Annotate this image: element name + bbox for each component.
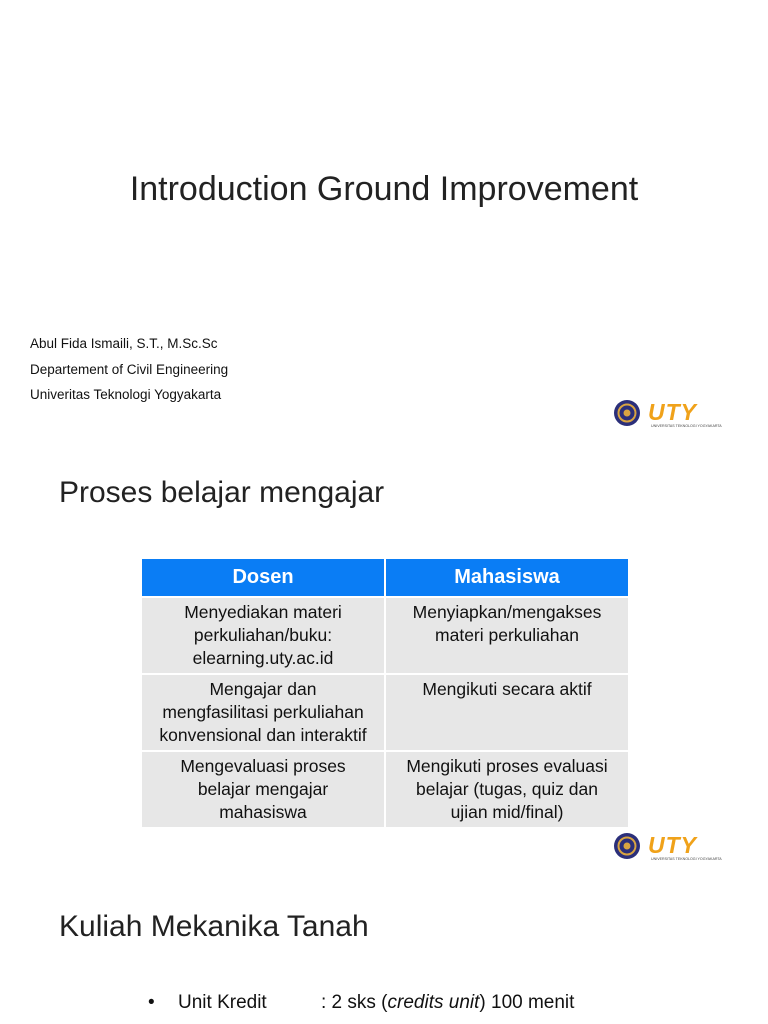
logo-text: UTY [648,399,697,425]
cell-line: ujian mid/final) [450,802,564,822]
table-row [141,751,629,828]
logo-text: UTY [648,832,697,858]
cell-line: mengfasilitasi perkuliahan [162,702,364,722]
value-italic: credits unit [387,992,480,1013]
soil-mechanics-slide [0,875,768,1024]
author-name: Abul Fida Ismaili, S.T., M.Sc.Sc [30,336,218,351]
cell-line: konvensional dan interaktif [159,725,367,745]
bullet-label: Unit Kredit [178,992,267,1013]
slide-heading: Kuliah Mekanika Tanah [59,910,369,943]
bullet-value [321,992,574,1014]
table-cell [385,674,629,751]
uty-logo [612,398,757,430]
teaching-process-slide [0,445,768,875]
cell-line: mahasiswa [219,802,307,822]
cell-line: materi perkuliahan [435,625,579,645]
table-header-row [141,558,629,597]
table-cell [141,751,385,828]
value-prefix: : 2 sks ( [321,992,388,1013]
cell-line: Menyiapkan/mengakses [412,602,602,622]
author-university: Univeritas Teknologi Yogyakarta [30,387,222,402]
roles-table [140,557,630,829]
table-cell [141,674,385,751]
cell-line: belajar mengajar [197,779,329,799]
author-department: Departement of Civil Engineering [30,361,229,377]
cell-line: Menyediakan materi [184,602,342,622]
table-cell [385,597,629,674]
cell-line: belajar (tugas, quiz dan [416,779,598,799]
cell-line: Mengikuti secara aktif [422,679,592,699]
header-dosen: Dosen [141,558,385,597]
table-row [141,674,629,751]
bullet-marker: • [148,992,155,1013]
uty-logo [612,831,757,863]
header-mahasiswa: Mahasiswa [385,558,629,597]
slide-heading: Proses belajar mengajar [59,476,385,509]
value-suffix: ) 100 menit [479,992,575,1013]
table-row [141,597,629,674]
logo-subtext: UNIVERSITAS TEKNOLOGI YOGYAKARTA [651,424,722,428]
logo-subtext: UNIVERSITAS TEKNOLOGI YOGYAKARTA [651,857,722,861]
cell-line: elearning.uty.ac.id [192,648,334,668]
table-cell [385,751,629,828]
cell-line: Mengevaluasi proses [180,756,346,776]
cell-line: Mengajar dan [209,679,317,699]
table-cell [141,597,385,674]
cell-line: perkuliahan/buku: [193,625,333,645]
author-block [30,331,228,408]
cell-line: Mengikuti proses evaluasi [406,756,608,776]
presentation-title: Introduction Ground Improvement [129,170,639,208]
title-slide [0,0,768,445]
